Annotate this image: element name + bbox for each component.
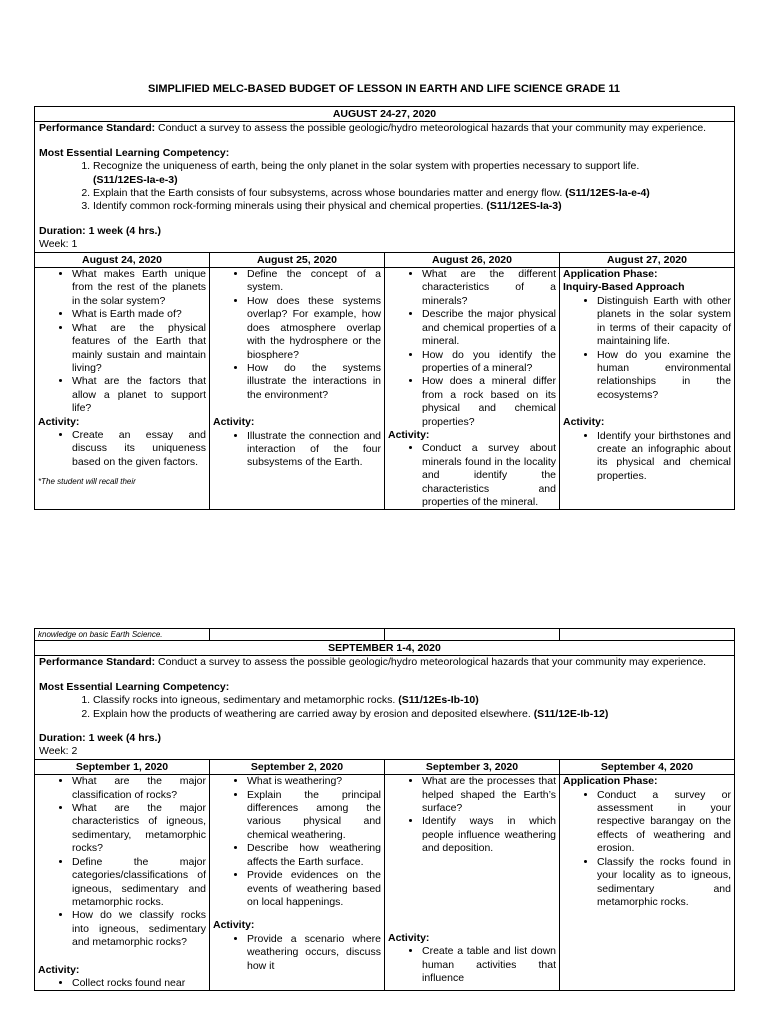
melc-label: Most Essential Learning Competency:: [39, 680, 230, 693]
competency-item: 3. Identify common rock-forming minerals using their physical and chemical properties. (S11/12ES-Ia-3): [93, 200, 730, 213]
competency-item: 2. Explain that the Earth consists of four subsystems, across whose boundaries matter and energy flow. (S11/12ES-Ia-e-4): [93, 187, 730, 200]
document-title: SIMPLIFIED MELC-BASED BUDGET OF LESSON IN EARTH AND LIFE SCIENCE GRADE 11: [147, 83, 621, 95]
day-column: [35, 775, 210, 991]
day-column: [210, 775, 385, 991]
week-number: Week: 2: [39, 745, 78, 758]
activity-list: [388, 442, 556, 509]
carry-note: knowledge on basic Earth Science.: [35, 629, 210, 641]
list-item: • Conduct a survey about minerals found in the locality and identify the characteristics and properties of the mineral.: [422, 442, 556, 509]
list-item: • Provide a scenario where weathering occurs, discuss how it: [247, 933, 381, 973]
performance-standard-label: Performance Standard:: [39, 656, 156, 669]
competency-list: [39, 160, 730, 214]
question-list: [563, 295, 731, 402]
activity-label: Activity:: [38, 963, 80, 976]
activity-label: Activity:: [213, 416, 255, 429]
student-note: *The student will recall their: [38, 477, 136, 487]
week-number: Week: 1: [39, 238, 78, 251]
list-item: • Provide evidences on the events of weathering based on local happenings.: [247, 869, 381, 909]
list-item: • Explain the principal differences among the various physical and chemical weathering.: [247, 789, 381, 843]
list-item: • What makes Earth unique from the rest of the planets in the solar system?: [72, 268, 206, 308]
activity-list: [213, 933, 381, 973]
list-item: • Illustrate the connection and interaction of the four subsystems of the Earth.: [247, 430, 381, 470]
activity-list: [38, 977, 206, 990]
lesson-table-week2: [34, 628, 735, 991]
activity-label: Activity:: [213, 919, 255, 932]
week-header: AUGUST 24-27, 2020: [35, 107, 735, 122]
activity-list: [213, 430, 381, 470]
week-info: [35, 656, 735, 759]
performance-standard: [39, 656, 730, 669]
performance-standard: [39, 122, 730, 135]
day-header: September 2, 2020: [210, 759, 385, 774]
inquiry-approach-label: Inquiry-Based Approach: [563, 281, 685, 294]
list-item: • What are the major classification of rocks?: [72, 775, 206, 802]
competency-item: 2. Explain how the products of weathering are carried away by erosion and deposited elsewhere. (S11/12E-Ib-12): [93, 708, 730, 721]
activity-label: Activity:: [388, 931, 430, 944]
list-item: • What is weathering?: [247, 775, 381, 788]
day-header: August 27, 2020: [560, 252, 735, 267]
list-item: • What are the factors that allow a planet to support life?: [72, 375, 206, 415]
day-column: [210, 268, 385, 510]
list-item: • What are the different characteristics of a minerals?: [422, 268, 556, 308]
activity-list: [38, 429, 206, 469]
question-list: [38, 775, 206, 949]
activity-label: Activity:: [388, 428, 430, 441]
activity-label: Activity:: [563, 416, 605, 429]
performance-standard-label: Performance Standard:: [39, 122, 156, 135]
question-list: [213, 775, 381, 909]
list-item: • How do you identify the properties of a mineral?: [422, 349, 556, 376]
list-item: • Conduct a survey or assessment in your respective barangay on the effects of weathering and erosion.: [597, 789, 731, 856]
question-list: [388, 775, 556, 855]
list-item: • Collect rocks found near: [72, 977, 206, 990]
day-header: September 3, 2020: [385, 759, 560, 774]
list-item: • Describe the major physical and chemical properties of a mineral.: [422, 308, 556, 348]
activity-list: [563, 430, 731, 484]
melc-label: Most Essential Learning Competency:: [39, 146, 230, 159]
question-list: [563, 789, 731, 910]
application-phase-label: Application Phase:: [563, 775, 658, 788]
application-phase-label: Application Phase:: [563, 268, 658, 281]
day-column: [385, 268, 560, 510]
list-item: • What are the major characteristics of igneous, sedimentary, metamorphic rocks?: [72, 802, 206, 856]
lesson-table-week1: [34, 106, 735, 510]
list-item: • How does a mineral differ from a rock based on its physical and chemical properties?: [422, 375, 556, 429]
question-list: [213, 268, 381, 402]
list-item: • Create an essay and discuss its uniqueness based on the given factors.: [72, 429, 206, 469]
day-column: [35, 268, 210, 510]
week-header: SEPTEMBER 1-4, 2020: [35, 641, 735, 656]
list-item: • What are the processes that helped shaped the Earth’s surface?: [422, 775, 556, 815]
duration: Duration: 1 week (4 hrs.): [39, 224, 161, 237]
list-item: • Create a table and list down human activities that influence: [422, 945, 556, 985]
activity-label: Activity:: [38, 415, 80, 428]
list-item: • Distinguish Earth with other planets in the solar system in terms of their capacity of maintaining life.: [597, 295, 731, 349]
list-item: • How do the systems illustrate the interactions in the environment?: [247, 362, 381, 402]
list-item: • How do you examine the human environmental relationships in the ecosystems?: [597, 349, 731, 403]
competency-item: 1. Recognize the uniqueness of earth, being the only planet in the solar system with properties necessary to support life. (S11/12ES-Ia-e-3): [93, 160, 730, 187]
list-item: • How does these systems overlap? For example, how does atmosphere overlap with the hydrosphere or the biosphere?: [247, 295, 381, 362]
list-item: • Identify your birthstones and create an infographic about its physical and chemical properties.: [597, 430, 731, 484]
day-header: August 26, 2020: [385, 252, 560, 267]
competency-item: 1. Classify rocks into igneous, sedimentary and metamorphic rocks. (S11/12Es-Ib-10): [93, 694, 730, 707]
activity-list: [388, 945, 556, 985]
day-header: August 25, 2020: [210, 252, 385, 267]
day-header: September 4, 2020: [560, 759, 735, 774]
day-column: [560, 268, 735, 510]
day-column: [560, 775, 735, 991]
day-header: September 1, 2020: [35, 759, 210, 774]
list-item: • What are the physical features of the Earth that mainly sustain and maintain living?: [72, 322, 206, 376]
list-item: • How do we classify rocks into igneous, sedimentary and metamorphic rocks?: [72, 909, 206, 949]
performance-standard-text: Conduct a survey to assess the possible geologic/hydro meteorological hazards that your community may experience.: [158, 122, 707, 135]
list-item: • Define the concept of a system.: [247, 268, 381, 295]
list-item: • Classify the rocks found in your locality as to igneous, sedimentary and metamorphic rocks.: [597, 856, 731, 910]
question-list: [38, 268, 206, 415]
list-item: • Define the major categories/classifications of igneous, sedimentary and metamorphic rocks.: [72, 856, 206, 910]
competency-list: [39, 694, 730, 721]
week-info: [35, 122, 735, 252]
duration: Duration: 1 week (4 hrs.): [39, 732, 161, 745]
list-item: • Identify ways in which people influence weathering and deposition.: [422, 815, 556, 855]
day-column: [385, 775, 560, 991]
list-item: • What is Earth made of?: [72, 308, 206, 321]
question-list: [388, 268, 556, 429]
list-item: • Describe how weathering affects the Earth surface.: [247, 842, 381, 869]
day-header: August 24, 2020: [35, 252, 210, 267]
performance-standard-text: Conduct a survey to assess the possible geologic/hydro meteorological hazards that your community may experience.: [158, 656, 707, 669]
